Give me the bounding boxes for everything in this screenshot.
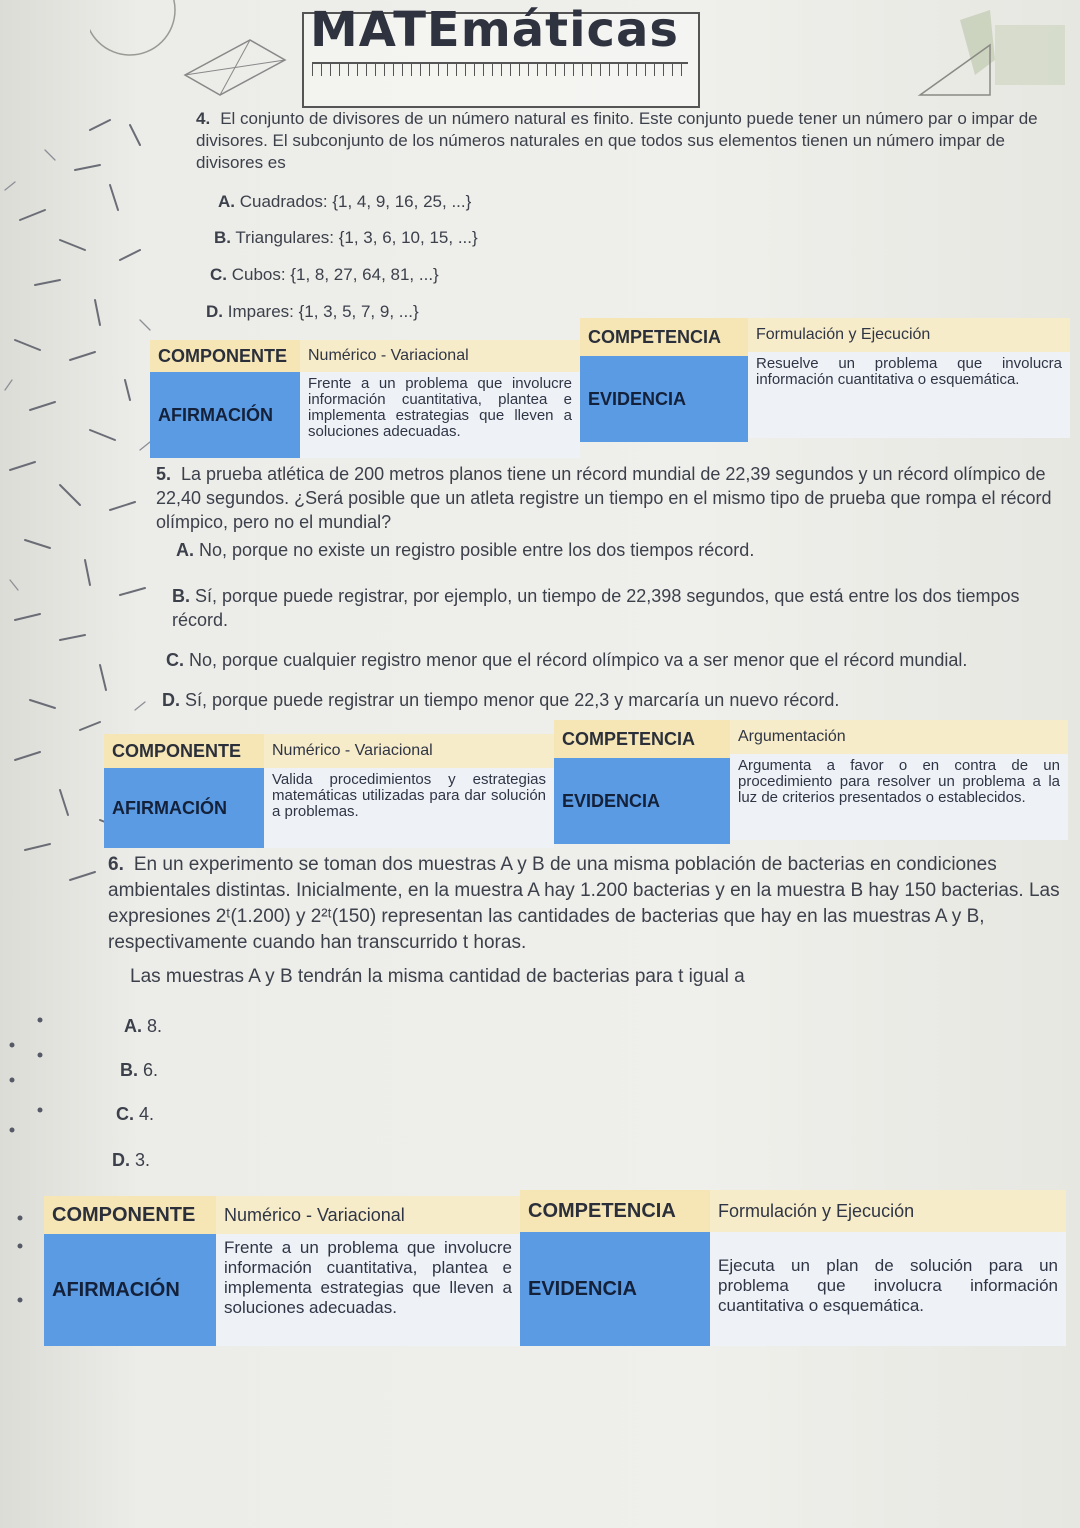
evidencia-value: Ejecuta un plan de solución para un problema que involucra información cuantitativa o esquemática.	[710, 1232, 1066, 1346]
evidencia-value: Resuelve un problema que involucra información cuantitativa o esquemática.	[748, 352, 1070, 438]
question-number: 5.	[156, 464, 172, 484]
option-a[interactable]	[218, 192, 471, 212]
componente-label: COMPONENTE	[104, 734, 264, 768]
option-letter: C.	[210, 265, 227, 284]
option-text: Impares: {1, 3, 5, 7, 9, ...}	[227, 302, 419, 321]
afirmacion-value: Frente a un problema que involucre información cuantitativa, plantea e implementa estrategias que lleven a soluciones adecuadas.	[216, 1234, 520, 1346]
option-letter: D.	[162, 690, 180, 710]
page-title: MATEmáticas	[310, 2, 679, 58]
evidencia-value: Argumenta a favor o en contra de un procedimiento para resolver un problema a la luz de criterios presentados o establecidos.	[730, 754, 1068, 840]
competency-table-q6	[44, 1190, 1066, 1346]
option-b[interactable]	[120, 1060, 158, 1081]
option-text: Sí, porque puede registrar un tiempo menor que 22,3 y marcaría un nuevo récord.	[185, 690, 840, 710]
option-text: 3.	[135, 1150, 151, 1170]
afirmacion-label: AFIRMACIÓN	[150, 372, 300, 458]
option-c[interactable]	[210, 265, 439, 285]
option-c[interactable]	[116, 1104, 154, 1125]
question-stem: El conjunto de divisores de un número natural es finito. Este conjunto puede tener un número par o impar de divisores. El subconjunto de los números naturales en que todos sus elementos tienen un número impar de divisores es	[196, 109, 1038, 172]
option-text: Triangulares: {1, 3, 6, 10, 15, ...}	[235, 228, 478, 247]
evidencia-label: EVIDENCIA	[554, 758, 730, 844]
competencia-value: Argumentación	[730, 720, 1068, 754]
competency-table-q4	[150, 318, 1070, 458]
option-letter: B.	[120, 1060, 138, 1080]
option-letter: D.	[206, 302, 223, 321]
ruler-decoration	[312, 62, 688, 76]
option-text: 8.	[147, 1016, 163, 1036]
option-letter: C.	[116, 1104, 134, 1124]
option-b[interactable]	[172, 584, 1062, 632]
componente-value: Numérico - Variacional	[216, 1196, 520, 1234]
option-text: Cubos: {1, 8, 27, 64, 81, ...}	[231, 265, 439, 284]
option-c[interactable]	[166, 650, 1062, 671]
option-letter: A.	[218, 192, 235, 211]
option-d[interactable]	[112, 1150, 150, 1171]
question-5	[156, 462, 1068, 534]
componente-value: Numérico - Variacional	[300, 340, 580, 372]
evidencia-label: EVIDENCIA	[520, 1232, 710, 1346]
competency-table-q5	[104, 720, 1068, 848]
option-text: 6.	[143, 1060, 159, 1080]
option-text: Sí, porque puede registrar, por ejemplo, un tiempo de 22,398 segundos, que está entre los dos tiempos récord.	[172, 586, 1020, 630]
afirmacion-value: Valida procedimientos y estrategias matemáticas utilizadas para dar solución a problemas.	[264, 768, 554, 848]
option-text: No, porque cualquier registro menor que el récord olímpico va a ser menor que el récord mundial.	[189, 650, 968, 670]
afirmacion-label: AFIRMACIÓN	[104, 768, 264, 848]
option-letter: B.	[214, 228, 231, 247]
competencia-value: Formulación y Ejecución	[748, 318, 1070, 352]
question-stem: La prueba atlética de 200 metros planos tiene un récord mundial de 22,39 segundos y un récord olímpico de 22,40 segundos. ¿Será posible que un atleta registre un tiempo en el mismo tipo de prueba que rompa el récord olímpico, pero no el mundial?	[156, 464, 1052, 532]
option-text: 4.	[139, 1104, 155, 1124]
option-a[interactable]	[124, 1016, 162, 1037]
question-6-prompt: Las muestras A y B tendrán la misma cantidad de bacterias para t igual a	[130, 966, 745, 987]
option-letter: A.	[124, 1016, 142, 1036]
option-b[interactable]	[214, 228, 478, 248]
question-stem: En un experimento se toman dos muestras A y B de una misma población de bacterias en condiciones ambientales distintas. Inicialmente, en la muestra A hay 1.200 bacterias y en la muestra B hay 150 bacterias. Las expresiones 2ᵗ(1.200) y 2²ᵗ(150) representan las cantidades de bacterias que hay en las muestras A y B, respectivamente cuando han transcurrido t horas.	[108, 854, 1060, 953]
evidencia-label: EVIDENCIA	[580, 356, 748, 442]
option-text: No, porque no existe un registro posible entre los dos tiempos récord.	[199, 540, 755, 560]
question-number: 4.	[196, 109, 211, 128]
competencia-label: COMPETENCIA	[580, 318, 748, 356]
option-letter: D.	[112, 1150, 130, 1170]
afirmacion-label: AFIRMACIÓN	[44, 1234, 216, 1346]
option-text: Cuadrados: {1, 4, 9, 16, 25, ...}	[239, 192, 472, 211]
competencia-value: Formulación y Ejecución	[710, 1190, 1066, 1232]
competencia-label: COMPETENCIA	[554, 720, 730, 758]
question-number: 6.	[108, 854, 124, 875]
competencia-label: COMPETENCIA	[520, 1190, 710, 1232]
option-letter: C.	[166, 650, 184, 670]
option-letter: B.	[172, 586, 190, 606]
componente-label: COMPONENTE	[150, 340, 300, 372]
componente-label: COMPONENTE	[44, 1196, 216, 1234]
question-4	[196, 108, 1066, 174]
componente-value: Numérico - Variacional	[264, 734, 554, 768]
afirmacion-value: Frente a un problema que involucre información cuantitativa, plantea e implementa estrategias que lleven a soluciones adecuadas.	[300, 372, 580, 458]
option-d[interactable]	[162, 690, 1058, 711]
question-6	[108, 852, 1068, 956]
option-a[interactable]	[176, 540, 1056, 561]
option-letter: A.	[176, 540, 194, 560]
